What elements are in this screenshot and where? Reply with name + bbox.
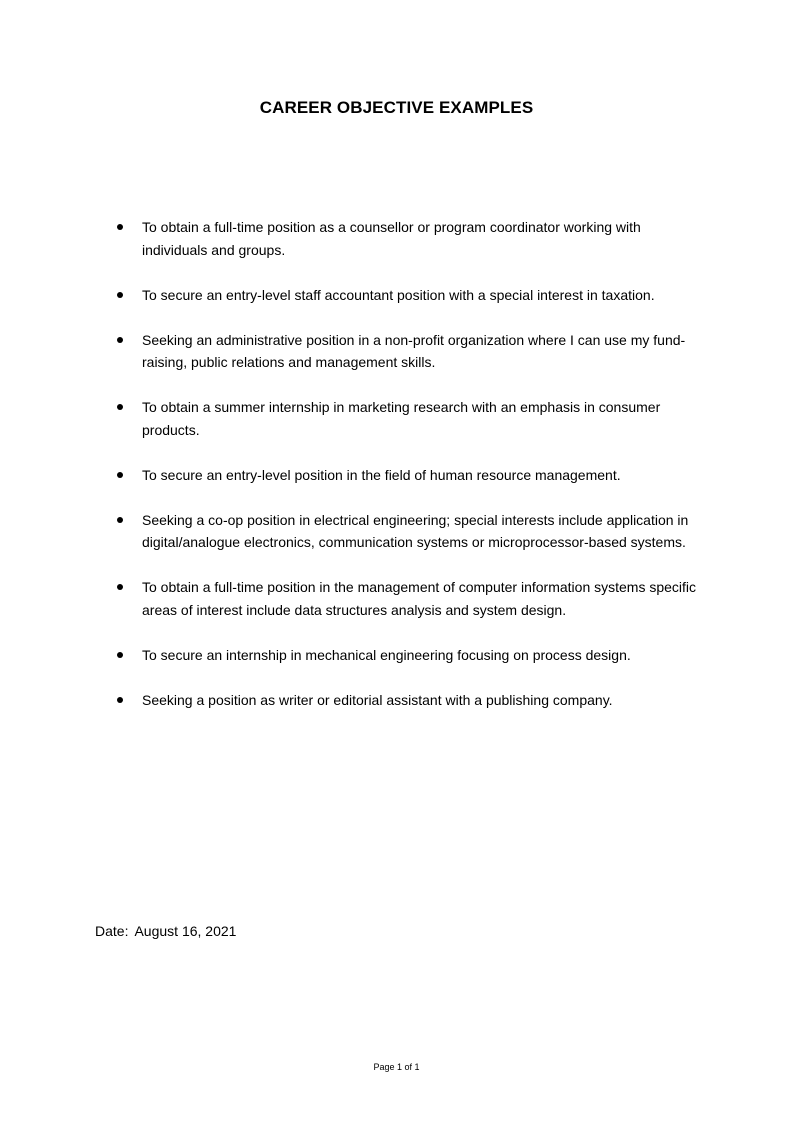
objective-text: To secure an entry-level staff accountant position with a special interest in taxation. (142, 286, 655, 303)
list-item (114, 576, 704, 621)
bullet-icon (117, 652, 123, 658)
objective-text: To secure an entry-level position in the field of human resource management. (142, 466, 621, 483)
list-item (114, 284, 704, 307)
bullet-icon (117, 292, 123, 298)
page-title: CAREER OBJECTIVE EXAMPLES (259, 98, 534, 117)
objective-text: To secure an internship in mechanical engineering focusing on process design. (142, 646, 631, 663)
bullet-icon (117, 472, 123, 478)
bullet-icon (117, 697, 123, 703)
objectives-list (114, 216, 704, 734)
date-label: Date: (95, 923, 129, 939)
objective-text: Seeking a co-op position in electrical engineering; special interests include application in digital/analogue electronics, communication systems or microprocessor-based systems. (142, 511, 689, 550)
bullet-icon (117, 337, 123, 343)
list-item (114, 689, 704, 712)
list-item (114, 644, 704, 667)
bullet-icon (117, 224, 123, 230)
list-item (114, 464, 704, 487)
objective-text: Seeking an administrative position in a non-profit organization where I can use my fund-raising, public relations and management skills. (142, 331, 686, 370)
list-item (114, 396, 704, 441)
page-number-footer: Page 1 of 1 (373, 1062, 420, 1072)
bullet-icon (117, 517, 123, 523)
objective-text: Seeking a position as writer or editorial assistant with a publishing company. (142, 691, 613, 708)
objective-text: To obtain a full-time position as a counsellor or program coordinator working with individuals and groups. (142, 219, 641, 258)
list-item (114, 509, 704, 554)
list-item (114, 329, 704, 374)
date-value: August 16, 2021 (134, 923, 237, 939)
bullet-icon (117, 404, 123, 410)
date-line (95, 921, 236, 941)
list-item (114, 216, 704, 261)
objective-text: To obtain a full-time position in the management of computer information systems specific areas of interest include data structures analysis and system design. (142, 579, 697, 618)
bullet-icon (117, 584, 123, 590)
objective-text: To obtain a summer internship in marketing research with an emphasis in consumer products. (142, 399, 661, 438)
